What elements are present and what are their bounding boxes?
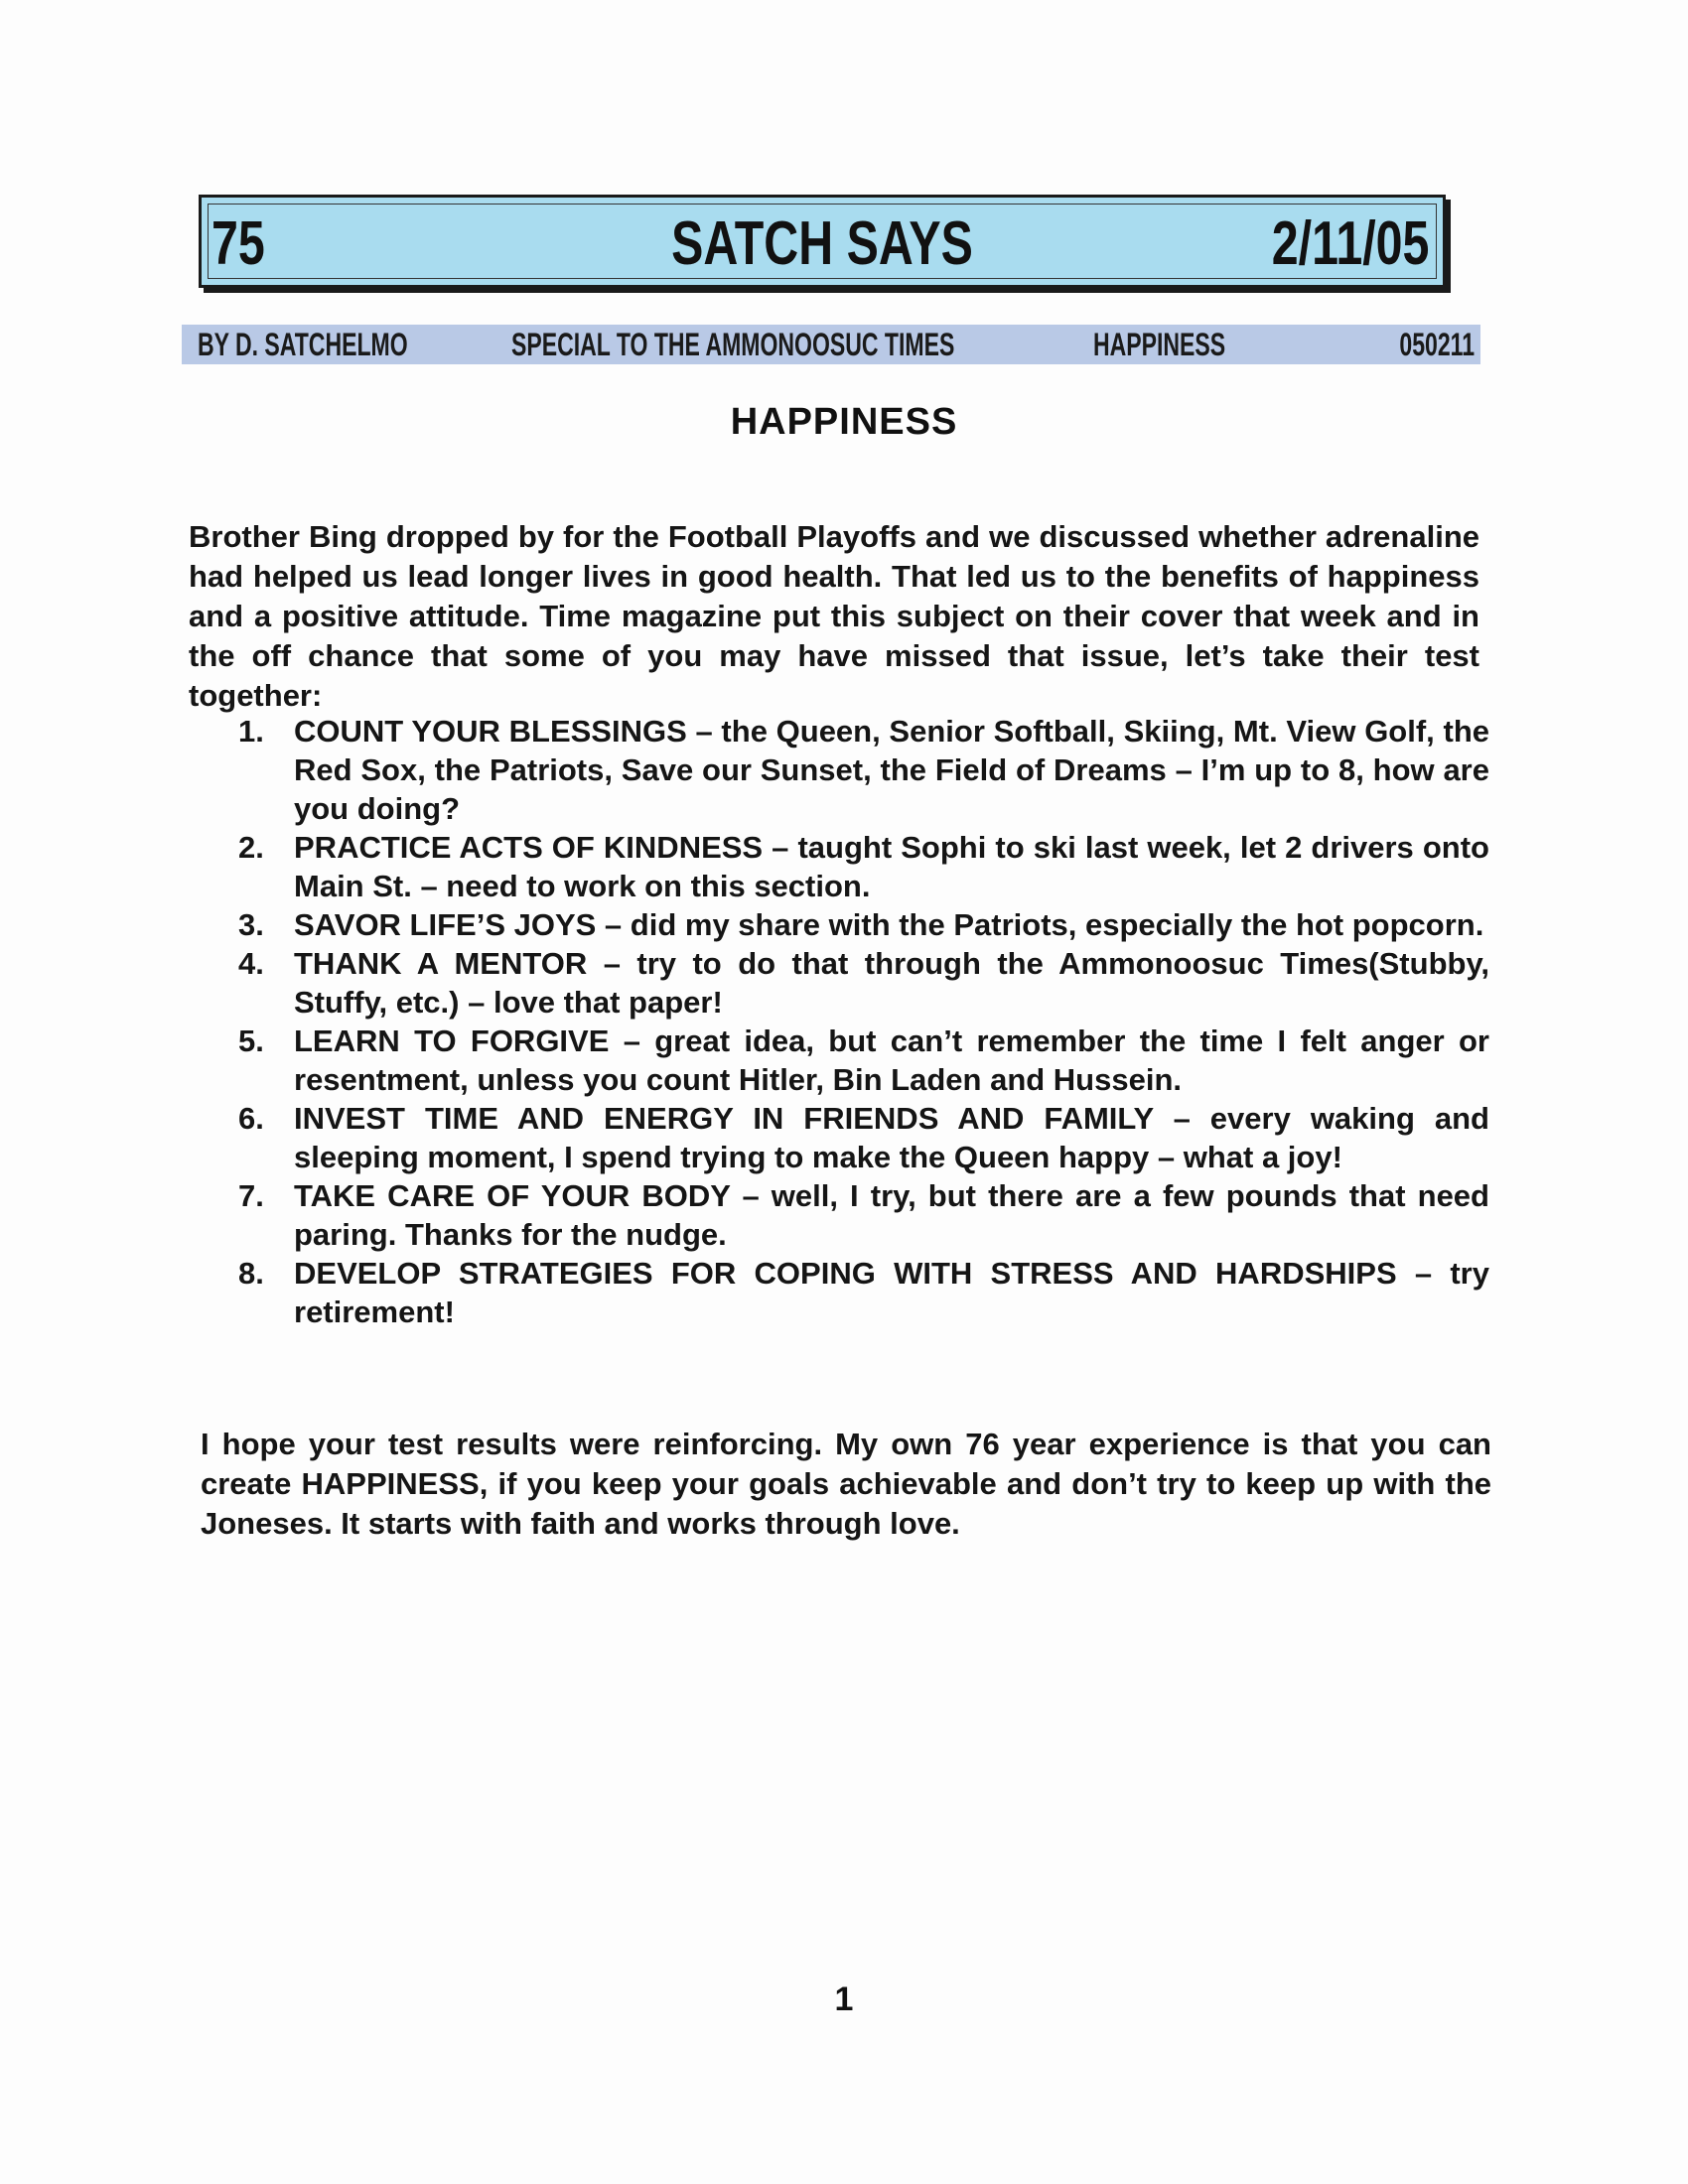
list-item-number: 3. — [238, 907, 264, 942]
byline-topic: HAPPINESS — [1093, 327, 1226, 362]
list-item-number: 7. — [238, 1178, 264, 1213]
byline-publication: SPECIAL TO THE AMMONOOSUC TIMES — [511, 327, 955, 362]
list-item-text: DEVELOP STRATEGIES FOR COPING WITH STRESS AND HARDSHIPS – try retirement! — [294, 1256, 1489, 1329]
list-item-text: THANK A MENTOR – try to do that through the Ammonoosuc Times(Stubby, Stuffy, etc.) – love that paper! — [294, 946, 1489, 1020]
intro-paragraph: Brother Bing dropped by for the Football Playoffs and we discussed whether adrenaline had helped us lead longer lives in good health. That led us to the benefits of happiness and a positive attitude. Time magazine put this subject on their cover that week and in the off chance that some of you may have missed that issue, let’s take their test together: — [189, 519, 1479, 713]
list-item — [238, 905, 1489, 944]
list-item-text: COUNT YOUR BLESSINGS – the Queen, Senior Softball, Skiing, Mt. View Golf, the Red Sox, the Patriots, Save our Sunset, the Field of Dreams – I’m up to 8, how are you doing? — [294, 714, 1489, 826]
byline-bar — [182, 325, 1480, 364]
list-item-number: 4. — [238, 946, 264, 981]
issue-number: 75 — [211, 209, 265, 278]
list-item — [238, 1022, 1489, 1099]
list-item — [238, 1254, 1489, 1331]
list-item-number: 1. — [238, 714, 264, 749]
page-number: 1 — [834, 1980, 854, 2018]
issue-date: 2/11/05 — [1271, 209, 1429, 278]
list-item — [238, 1176, 1489, 1254]
article-headline: HAPPINESS — [730, 401, 958, 443]
list-item-number: 2. — [238, 830, 264, 865]
byline-code: 050211 — [1399, 327, 1475, 362]
list-item-text: SAVOR LIFE’S JOYS – did my share with the Patriots, especially the hot popcorn. — [294, 907, 1484, 942]
list-item-text: LEARN TO FORGIVE – great idea, but can’t remember the time I felt anger or resentment, unless you count Hitler, Bin Laden and Hussein. — [294, 1024, 1489, 1097]
closing-paragraph: I hope your test results were reinforcing. My own 76 year experience is that you can create HAPPINESS, if you keep your goals achievable and don’t try to keep up with the Joneses. It starts with faith and works through love. — [201, 1427, 1491, 1541]
masthead — [199, 195, 1446, 288]
list-item — [238, 944, 1489, 1022]
happiness-test-list — [238, 712, 1489, 1331]
list-item-text: PRACTICE ACTS OF KINDNESS – taught Sophi to ski last week, let 2 drivers onto Main St. – need to work on this section. — [294, 830, 1489, 903]
list-item-text: INVEST TIME AND ENERGY IN FRIENDS AND FAMILY – every waking and sleeping moment, I spend trying to make the Queen happy – what a joy! — [294, 1101, 1489, 1174]
list-item — [238, 1099, 1489, 1176]
list-item — [238, 712, 1489, 828]
column-title: SATCH SAYS — [671, 209, 973, 278]
list-item — [238, 828, 1489, 905]
list-item-text: TAKE CARE OF YOUR BODY – well, I try, but there are a few pounds that need paring. Thanks for the nudge. — [294, 1178, 1489, 1252]
byline-author: BY D. SATCHELMO — [198, 327, 408, 362]
list-item-number: 6. — [238, 1101, 264, 1136]
list-item-number: 8. — [238, 1256, 264, 1291]
list-item-number: 5. — [238, 1024, 264, 1058]
